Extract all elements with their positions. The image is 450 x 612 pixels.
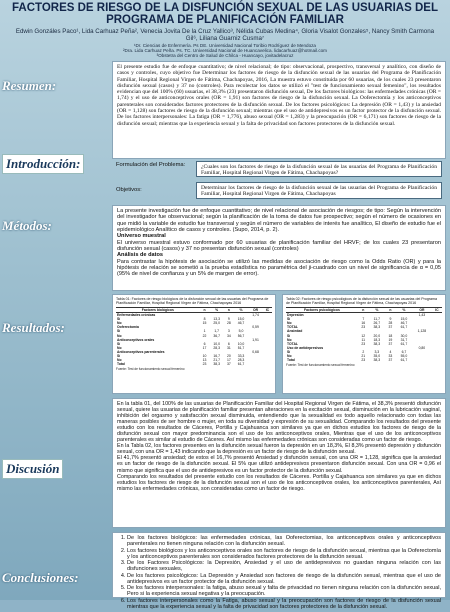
table-cell: No bbox=[117, 345, 122, 350]
table-cell: 23 bbox=[361, 358, 366, 363]
conclusion-item: 3. De los Factores Psicológicos: la Depresión, Ansiedad y el uso de antidepresivos no guardan ninguna relación con las disfunciones sexuales, bbox=[127, 560, 441, 573]
table-header-cell: n bbox=[200, 308, 210, 313]
table-cell: 38,3 bbox=[373, 358, 381, 363]
problem-box: ¿Cuales son los factores de riesgo de la disfunción sexual de las usuarias del Programa de Planificación Familiar, Hospital Regional Virgen de Fátima, Chachapoyas? bbox=[196, 161, 442, 177]
table-cell: 19 bbox=[388, 337, 393, 342]
table-1-caption: Tabla 01: Factores de riesgo biológicos de la disfunción sexual de las usuarias del Programa de Planificación Familiar, Hospital Regional Virgen de Fátima, Chachapoyas 2016 bbox=[116, 297, 269, 305]
table-cell: Ooferectomía bbox=[117, 325, 139, 330]
table-cell: 28,3 bbox=[237, 358, 245, 363]
discusion-paragraph-1: En la tabla 01, del 100% de las usuarias de Planificación Familiar del Hospital Regional Virgen de Fátima, el 38,3% presentó disfunción sexual, quiere las usuarias de planificación familiar presentan alteraciones en la excitación sexual, disminución en la lubricación vaginal, inhibición del orgasmo y satisfacción sexual disminuida, entendiendo que la sexualidad es todo aquello relacionado con todas las maneras posibles de ser hombre o mujer, en toda su diversidad y expresión de su sexualidad. Comparando los resultados del presente estudio con los resultados de Cáceres, Portilla y Cajahuanca son similares ya que en dichos estudios los factores de riesgo de la disfunción sexual con mayor predominancia son el uso de los anticonceptivos orales, Mientras que el uso de los anticonceptivos parenterales es similar al estudio de Cáceres. Así mismo las enfermedades crónicas son consideradas como un factor de riesgo. bbox=[117, 401, 441, 444]
table-cell: No bbox=[287, 321, 292, 326]
table-cell: 13,3 bbox=[213, 317, 220, 322]
table-cell: 1 bbox=[203, 329, 206, 334]
table-row bbox=[286, 358, 442, 362]
table-cell: 16,7 bbox=[213, 354, 220, 359]
affiliation-2: ²Dra. Lida Carhuaz Peña. Ps. TC. Universidad Nacional de Huancavelica. lidacarhuaz@hotmail.com bbox=[123, 48, 327, 54]
table-cell: 31,7 bbox=[400, 337, 408, 342]
table-cell bbox=[432, 358, 442, 362]
table-cell: 10,0 bbox=[213, 341, 220, 346]
table-cell: 6 bbox=[227, 341, 230, 346]
metodos-box bbox=[112, 205, 446, 291]
table-cell: Sí bbox=[117, 329, 121, 334]
table-cell: No bbox=[287, 337, 292, 342]
table-cell: 0,59 bbox=[252, 325, 259, 330]
table-header-cell: Factores biológicos bbox=[116, 308, 200, 313]
table-cell: 61,7 bbox=[400, 325, 408, 330]
introduccion-area bbox=[112, 161, 446, 205]
affiliations bbox=[10, 43, 440, 59]
table-header-cell: % bbox=[209, 308, 224, 313]
authors: Edwin Gonzáles Paco¹, Lida Carhuaz Peña², Venecia Jovita De la Cruz Yallico³, Nélida Cubas Medina⁴, Gloria Visalot Gonzales⁵, Nancy Smith Carmona Gil⁶, Liliana Guarniz Cusma⁷ bbox=[15, 28, 435, 42]
table-cell: 1,7 bbox=[214, 329, 220, 334]
metodos-content bbox=[113, 206, 445, 280]
table-cell: 18 bbox=[388, 333, 393, 338]
table-cell: 25,0 bbox=[213, 321, 220, 326]
table-cell: No bbox=[287, 354, 292, 359]
table-header-cell: % bbox=[369, 308, 385, 313]
table-header-cell: OR bbox=[412, 308, 432, 313]
table-cell: 28 bbox=[226, 321, 231, 326]
objective-box: Determinar los factores de riesgo de la disfunción sexual de las usuarias del Programa de Planificación Familiar, Hospital Regional Virgen de Fátima, Chachapoyas bbox=[196, 182, 442, 199]
table-cell: 21 bbox=[361, 354, 366, 359]
table-cell: 38,3 bbox=[373, 325, 381, 330]
table-cell: Total bbox=[287, 358, 295, 363]
section-label-resumen: Resumen: bbox=[2, 78, 57, 93]
table-cell: 28,3 bbox=[213, 345, 220, 350]
section-label-conclusiones: Conclusiones: bbox=[2, 570, 79, 585]
section-label-introduccion: Introducción: bbox=[2, 154, 84, 174]
conclusiones-box bbox=[112, 532, 446, 610]
table-cell: 51,7 bbox=[237, 345, 245, 350]
table-cell: 20 bbox=[226, 354, 231, 359]
table-cell: 55,0 bbox=[400, 354, 408, 359]
table-header-cell: n bbox=[358, 308, 369, 313]
table-cell: Enfermedades crónicas bbox=[117, 313, 156, 318]
conclusion-item: 6. Los factores interpersonales como la Fatiga, abuso sexual y la preocupación son factores de riesgo de la disfunción sexual mientras que la experiencia sexual y la falta de privacidad son factores protectores de la disfunción sexual. bbox=[127, 598, 441, 611]
table-cell: 15,0 bbox=[400, 317, 408, 322]
table-cell: 1,43 bbox=[418, 313, 426, 318]
table-cell: 13 bbox=[202, 358, 207, 363]
table-cell: 4 bbox=[389, 349, 392, 354]
table-cell: 61,7 bbox=[400, 341, 408, 346]
table-cell: 28 bbox=[388, 321, 393, 326]
results-table-2 bbox=[282, 294, 446, 394]
table-2-caption: Tabla 02: Factores de riesgo psicológicos de la disfunción sexual de las usuarias del Programa de Planificación Familiar, Hospital Regional Virgen de Fátima, Chachapoyas 2016 bbox=[286, 297, 438, 305]
table-cell: 37 bbox=[388, 358, 393, 363]
table-2-source: Fuente: Test de funcionamiento sexual femenino bbox=[286, 363, 355, 368]
table-1-source: Fuente: Test de funcionamiento sexual femenino bbox=[116, 367, 185, 372]
table-cell: 61,7 bbox=[400, 358, 408, 363]
table-cell: 3 bbox=[227, 329, 230, 334]
table-header-cell: % bbox=[234, 308, 249, 313]
table-cell: 20,0 bbox=[373, 333, 381, 338]
table-cell: 6 bbox=[203, 341, 206, 346]
metodos-paragraph-1: La presente investigación fue de enfoque cuantitativo; de nivel relacional de asociación de riesgos; de tipo: Según la intervención del investigador fue observacional; según la planificación de la toma de datos fue prospectivo; según el número de ocasiones en que midió la variable de estudio fue transversal y según el número de variables de interés fue analítico, El diseño de estudio fue el epidemiológico Analítico de casos y controles. (Supo, 2014, p. 2). bbox=[117, 208, 441, 234]
table-cell: 0,80 bbox=[418, 345, 426, 350]
table-1 bbox=[116, 307, 272, 366]
table-cell: 30,0 bbox=[400, 333, 408, 338]
table-cell: 15,0 bbox=[237, 317, 245, 322]
table-cell: 15 bbox=[202, 321, 207, 326]
table-cell: 7 bbox=[362, 317, 365, 322]
table-cell: 1,128 bbox=[417, 329, 427, 334]
table-cell: 36,7 bbox=[213, 333, 220, 338]
table-cell: 33,3 bbox=[237, 354, 245, 359]
table-cell: 2 bbox=[362, 349, 365, 354]
table-cell: 23 bbox=[202, 362, 207, 367]
table-cell: 11,7 bbox=[373, 317, 381, 322]
section-label-discusion: Discusión bbox=[2, 459, 63, 479]
table-cell bbox=[412, 358, 432, 362]
resumen-text: El presente estudio fue de enfoque cuantitativo; de nivel relacional; de tipo: observacional, prospectivo, transversal y analítico, con diseño de casos y controles, cuyo objetivo fue Determinar los factores de riesgo de la disfunción sexual de las usuarias del Programa de Planificación Familiar, Hospital Regional Virgen de Fátima, Chachapoyas, 2016, La muestra estuvo constituida por 60 usuarias, de los cuales 23 presentaron disfunción sexual (casos) y 37 no (controles). Para recolectar los datos se utilizó el "test de funcionamiento sexual femenino", los resultados evidencian que del 100% (60) usuarias, el 38,3% (23) presentaron disfunción sexual, De los factores biológicos: las enfermedades crónicas (OR = 1,74) y el uso de anticonceptivos orales (OR = 1,91) son factores de riesgo de la disfunción sexual. La Ooferectomía y los anticonceptivos parenterales son considerados factores protectores de la disfunción sexual. De los factores psicológicos: La depresión (OR = 1,43) y la ansiedad (OR = 1,128) son factores de riesgo de la disfunción sexual; mientras que el uso de antidepresivos es un factor protector de la disfunción sexual. De los factores interpersonales: La fatiga (OR = 1,776), abuso sexual (OR = 1,283) y la preocupación (OR = 6,171) son factores de riesgo de la disfunción sexual; mientras que la experiencia sexual y la falta de privacidad son factores protectores de la disfunción sexual. bbox=[117, 64, 441, 127]
discusion-paragraph-4: Comparando los resultados del presente estudio con los resultados de Cáceres. Portilla y Cajahuanca son similares ya que en dichos estudios los factores de riesgo de la disfunción sexual son el uso de los anticonceptivos orales, los anticonceptivos parenterales, Así mismo las enfermedades crónicas, son consideradas como un factor de riesgo. bbox=[117, 473, 441, 492]
table-cell: Sí bbox=[287, 317, 291, 322]
table-cell: 10,0 bbox=[237, 341, 245, 346]
table-cell: 3,3 bbox=[374, 349, 380, 354]
results-table-1 bbox=[112, 294, 276, 394]
table-2 bbox=[286, 307, 442, 362]
metodos-heading-analisis: Análisis de datos bbox=[117, 252, 164, 259]
table-cell: 9 bbox=[227, 317, 230, 322]
table-header-cell: n bbox=[385, 308, 396, 313]
table-cell: 1,91 bbox=[252, 337, 259, 342]
table-cell: 38,3 bbox=[373, 341, 381, 346]
discusion-content bbox=[113, 399, 445, 494]
discusion-box bbox=[112, 398, 446, 528]
table-header-cell: n bbox=[224, 308, 234, 313]
table-cell: 33 bbox=[388, 354, 393, 359]
table-cell: 38,3 bbox=[213, 362, 220, 367]
table-cell: 34 bbox=[226, 333, 231, 338]
table-cell: Sí bbox=[117, 354, 121, 359]
conclusion-item: 1. De los factores biológicos: las enfermedades crónicas, las Ooferectomias, los anticonceptivos orales y anticonceptivos parenterales no tienen ninguna relación con la disfunción sexual. bbox=[127, 535, 441, 548]
table-cell: 5,0 bbox=[238, 329, 244, 334]
table-cell: 8 bbox=[203, 317, 206, 322]
table-cell: 46,7 bbox=[237, 321, 245, 326]
discusion-paragraph-3: El 41,7% presentó ansiedad; de estos el 16,7% presentó Ansiedad y disfunción sexual, con una OR = 1,128, significa que la ansiedad es un factor de riesgo de la disfunción sexual. El 5% que utilizó antidepresivos presentaron disfunción sexual. Con una OR = 0,96 el mismo que significa que el uso de antidepresivos es un factor protector de la disfunción sexual. bbox=[117, 455, 441, 474]
table-header-cell: % bbox=[396, 308, 412, 313]
table-cell: 1,74 bbox=[252, 313, 259, 318]
table-cell: Uso de antidepresivos bbox=[287, 345, 324, 350]
table-cell: Sí bbox=[117, 317, 121, 322]
table-cell: 9 bbox=[389, 317, 392, 322]
table-cell: Anticonceptivos orales bbox=[117, 337, 155, 342]
table-cell: Depresión bbox=[287, 313, 304, 318]
table-cell: 56,7 bbox=[237, 333, 245, 338]
resumen-box bbox=[112, 61, 446, 159]
table-cell: 18,3 bbox=[373, 337, 381, 342]
section-label-resultados: Resultados: bbox=[2, 320, 65, 335]
table-cell bbox=[248, 362, 263, 366]
table-cell: 22 bbox=[202, 333, 207, 338]
affiliation-1: ¹Dr. Ciencias de Enfermería. Ps DE. Universidad Nacional Toribio Rodríguez de Mendoza bbox=[134, 43, 316, 48]
table-cell: 23 bbox=[361, 325, 366, 330]
table-cell: 23 bbox=[361, 341, 366, 346]
table-cell: 0,68 bbox=[252, 349, 259, 354]
table-cell: 35,0 bbox=[373, 354, 381, 359]
table-cell: 11 bbox=[361, 337, 366, 342]
table-cell: 17 bbox=[226, 358, 231, 363]
table-row bbox=[116, 362, 272, 366]
table-cell: Sí bbox=[287, 349, 291, 354]
objective-label: Objetivos: bbox=[116, 187, 142, 193]
table-header-cell: Factores psicológicos bbox=[286, 308, 358, 313]
table-cell: No bbox=[117, 333, 122, 338]
conclusion-item: 4. De los factores psicológicos: La Depresión y Ansiedad son factores de riesgo de la disfunción sexual, mientras que el uso de antidepresivos es un factor protector de la disfunción sexual. bbox=[127, 573, 441, 586]
table-cell: 37 bbox=[388, 325, 393, 330]
table-cell: TOTAL bbox=[287, 341, 298, 346]
table-cell: Total bbox=[117, 362, 125, 367]
table-cell: Sí bbox=[287, 333, 291, 338]
table-cell: 16 bbox=[361, 321, 366, 326]
table-cell: No bbox=[117, 321, 122, 326]
table-header-cell: IC bbox=[432, 308, 442, 313]
table-cell: Anticonceptivos parenterales bbox=[117, 349, 165, 354]
conclusion-item: 5. De los factores interpersonales: la fatiga, abuso sexual y falta de privacidad no tienen ninguna relación con la disfunción sexual, Pero si la experiencia sexual negativa y la preocupación. bbox=[127, 585, 441, 598]
table-cell: No bbox=[117, 358, 122, 363]
metodos-heading-universo: Universo muestral bbox=[117, 233, 166, 240]
metodos-paragraph-3: Para contrastar la hipótesis de asociación se utilizó las medidas de asociación de riesgo como la Odds Ratio (OR) y para la hipótesis de relación se sometió a la prueba estadística no paramétrica del ji-cuadrado con un nivel de significancia de α = 0,05 (95% de nivel de confianza y un 5% de margen de error). bbox=[117, 258, 441, 278]
conclusion-item: 2. Los factores biológicos y los anticonceptivos orales son factores de riesgo de la disfunción sexual, mientras que la Ooferectomía y los anticonceptivos parenterales son considerados factores protectores de la disfunción sexual. bbox=[127, 548, 441, 561]
table-cell: 61,7 bbox=[237, 362, 245, 367]
poster-title: FACTORES DE RIESGO DE LA DISFUNCIÓN SEXUAL DE LAS USUARIAS DEL PROGRAMA DE PLANIFICACIÓN FAMILIAR bbox=[12, 2, 438, 26]
table-cell: 6,7 bbox=[401, 349, 407, 354]
affiliation-3: ³Obstetra del Centro de Salud de Chilca - Huancayo, jovitadelacruz bbox=[156, 53, 294, 59]
table-cell: Ansiedad bbox=[287, 329, 303, 334]
table-cell: 31 bbox=[226, 345, 231, 350]
table-cell: 46,7 bbox=[400, 321, 408, 326]
table-cell: 37 bbox=[388, 341, 393, 346]
table-cell: 12 bbox=[361, 333, 366, 338]
table-cell: 26,7 bbox=[373, 321, 381, 326]
problem-label: Formulación del Problema: bbox=[116, 162, 186, 168]
metodos-paragraph-2: El universo muestral estuvo conformado por 60 usuarias de planificación familiar del HRVF; de los cuales 23 presentaron disfunción sexual (casos) y 37 no presentan disfunción sexual (controles) bbox=[117, 239, 441, 253]
table-cell: 10 bbox=[202, 354, 207, 359]
table-cell: 21,7 bbox=[213, 358, 220, 363]
section-label-metodos: Métodos: bbox=[2, 218, 52, 233]
table-header-cell: IC bbox=[263, 308, 272, 313]
table-cell: Sí bbox=[117, 341, 121, 346]
table-cell: 17 bbox=[202, 345, 207, 350]
table-cell: 37 bbox=[226, 362, 231, 367]
table-cell bbox=[263, 362, 272, 366]
discusion-paragraph-2: En la Tabla 02, los factores presentes en la disfunción sexual fueron la depresión en un 18,3%, El 8,3% presentó depresión y disfunción sexual, con una OR = 1,43 indicando que la depresión es un factor de riesgo de la disfunción sexual. bbox=[117, 443, 441, 456]
table-cell: TOTAL bbox=[287, 325, 298, 330]
table-header-cell: OR bbox=[248, 308, 263, 313]
conclusiones-list bbox=[113, 533, 445, 612]
